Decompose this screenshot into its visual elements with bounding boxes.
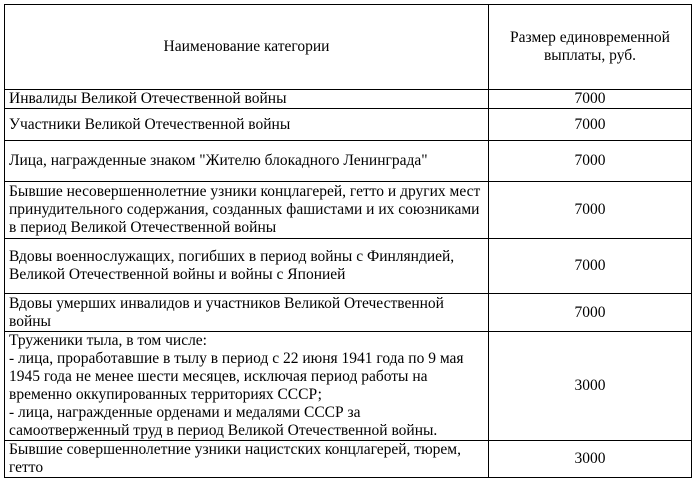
row-amount: 7000: [489, 141, 692, 182]
table-row: [5, 109, 692, 141]
row-category: Труженики тыла, в том числе: - лица, проработавшие в тылу в период с 22 июня 1941 года по 9 мая 1945 года не менее шести месяцев, исключая период работы на временно оккупированных территориях СССР; - лица, награжденные орденами и медалями СССР за самоотверженный труд в период Великой Отечественной войны.: [5, 332, 489, 441]
table-row: [5, 239, 692, 294]
row-category: Бывшие несовершеннолетние узники концлагерей, гетто и других мест принудительного содержания, созданных фашистами и их союзниками в период Великой Отечественной войны: [5, 182, 489, 239]
row-amount: 7000: [489, 90, 692, 109]
row-amount: 7000: [489, 294, 692, 332]
table-row: [5, 332, 692, 441]
row-amount: 3000: [489, 332, 692, 441]
row-category: Вдовы умерших инвалидов и участников Великой Отечественной войны: [5, 294, 489, 332]
table-header-row: [5, 5, 692, 90]
row-category: Вдовы военнослужащих, погибших в период войны с Финляндией, Великой Отечественной войны и войны с Японией: [5, 239, 489, 294]
row-amount: 7000: [489, 109, 692, 141]
row-category: Бывшие совершеннолетние узники нацистских концлагерей, тюрем, гетто: [5, 441, 489, 478]
table-row: [5, 141, 692, 182]
row-amount: 7000: [489, 182, 692, 239]
row-category: Инвалиды Великой Отечественной войны: [5, 90, 489, 109]
header-amount: Размер единовременной выплаты, руб.: [489, 5, 692, 90]
row-amount: 7000: [489, 239, 692, 294]
row-category: Лица, награжденные знаком "Жителю блокадного Ленинграда": [5, 141, 489, 182]
row-category: Участники Великой Отечественной войны: [5, 109, 489, 141]
table-row: [5, 441, 692, 478]
table-row: [5, 294, 692, 332]
table-row: [5, 182, 692, 239]
row-amount: 3000: [489, 441, 692, 478]
table-row: [5, 90, 692, 109]
header-category: Наименование категории: [5, 5, 489, 90]
payments-table: [4, 4, 692, 478]
